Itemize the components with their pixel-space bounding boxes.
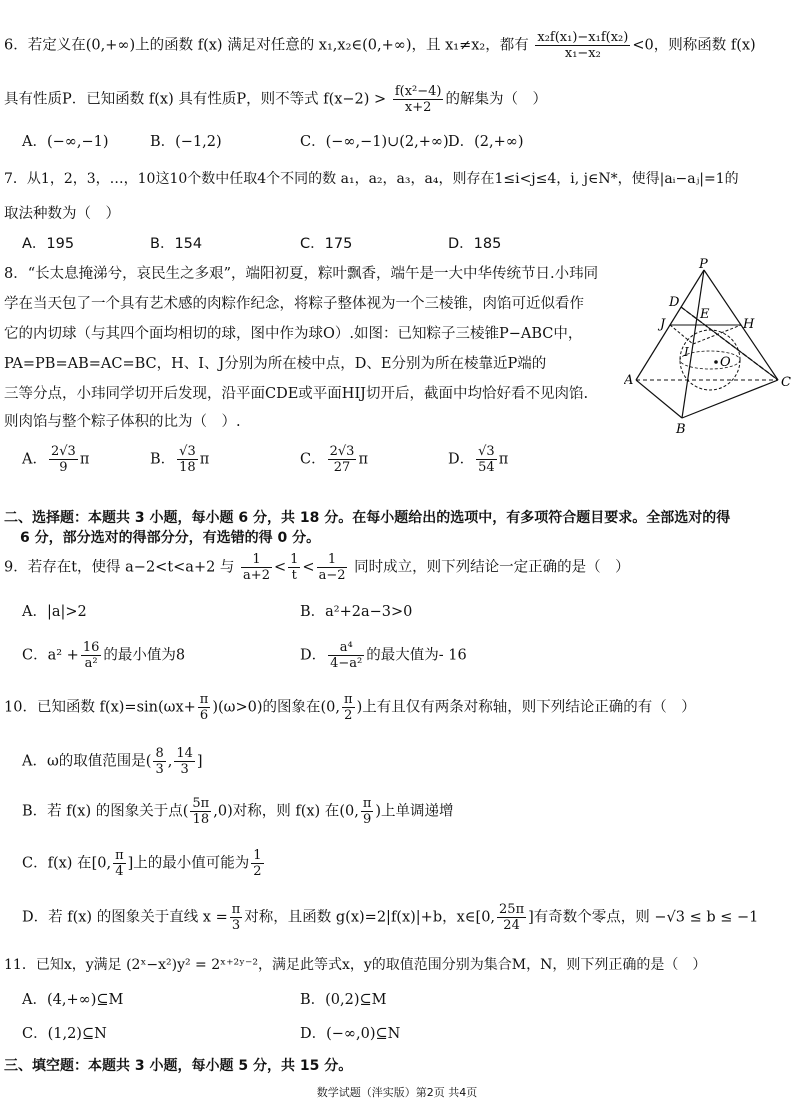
q6-line1: [4, 30, 788, 61]
q7-option-c[interactable]: C．175: [300, 236, 353, 252]
q6-frac-num: x₂f(x₁)−x₁f(x₂): [537, 30, 629, 45]
q10-stem: [4, 692, 788, 723]
label-b: B: [676, 422, 686, 437]
label-h: H: [743, 317, 755, 332]
q10-option-c-frac1: [113, 848, 126, 879]
q8-option-c-frac: [328, 444, 357, 475]
q9-option-c-b: 的最小值为8: [103, 647, 186, 664]
q8-option-d-letter: D．: [448, 451, 475, 468]
q9-option-a[interactable]: A．|a|>2: [22, 604, 87, 620]
q8-option-c-letter: C．: [300, 451, 326, 468]
section3-header: 三、填空题：本题共 3 小题，每小题 5 分，共 15 分。: [4, 1058, 353, 1074]
q8-line1: 8．“长太息掩涕兮，哀民生之多艰”，端阳初夏，粽叶飘香，端午是一大中华传统节日.小玮同: [4, 266, 599, 282]
q10-option-c-b: 上的最小值可能为: [133, 855, 250, 872]
q11-option-b[interactable]: B．(0,2)⊆M: [300, 992, 387, 1008]
q8-option-d-pi: π: [498, 451, 509, 468]
q10-pi2-num: π: [344, 692, 353, 707]
label-o: O: [720, 355, 731, 370]
q10-text-a: 10．已知函数 f(x)=sin(ωx+: [4, 699, 196, 716]
q6-frac2-num: f(x²−4): [394, 84, 442, 99]
label-a: A: [624, 373, 634, 388]
q8-option-b-num: √3: [179, 444, 196, 459]
q9-option-d-b: 的最大值为- 16: [366, 647, 467, 664]
q10-a-d2: 3: [180, 762, 189, 777]
q8-option-a[interactable]: [22, 444, 89, 475]
q10-a-n1: 8: [155, 746, 164, 761]
q6-interval: (0,+∞): [85, 37, 136, 54]
q10-option-d-a: D．若 f(x) 的图象关于直线 x =: [22, 909, 228, 926]
q10-d-n1: π: [231, 902, 241, 917]
label-c: C: [781, 375, 791, 390]
q9-option-c-frac: [81, 640, 102, 671]
q10-int-a: (0,: [320, 699, 341, 716]
q10-frac-pi2: [342, 692, 355, 723]
q10-a-d1: 3: [155, 762, 164, 777]
q8-line2: 学在当天包了一个具有艺术感的肉粽作纪念，将粽子整体视为一个三棱锥，肉馅可近似看作: [4, 296, 584, 312]
q10-option-a-frac1: [153, 746, 165, 777]
q7-line2: 取法种数为（ ）: [4, 206, 120, 222]
q10-option-b-frac2: [361, 796, 374, 827]
q8-line6: 则肉馅与整个粽子体积的比为（ ）.: [4, 414, 241, 430]
q10-option-b[interactable]: B．若 f(x) 的图象关于点( $\frac{5\pi}{18}$ ,0)对称，则 f(x) 在(0, $\frac{\pi}{9}$ )上单调递增: [22, 796, 454, 827]
q9-frac2: [288, 552, 300, 583]
q8-option-a-num: 2√3: [50, 444, 76, 459]
q8-option-c-num: 2√3: [329, 444, 355, 459]
q9-frac3: [317, 552, 348, 583]
q9-lt2: <: [302, 559, 315, 576]
q6-option-b[interactable]: B．(−1,2): [150, 134, 222, 150]
q8-option-b-frac: [177, 444, 198, 475]
q10-c-d1: 4: [115, 864, 124, 879]
q10-b-d2: 9: [362, 812, 372, 827]
edge-ab: [636, 380, 682, 418]
q9-option-d-num: a⁴: [328, 640, 364, 656]
q9-option-b[interactable]: B．a²+2a−3>0: [300, 604, 413, 620]
q9-text-a: 9．若存在t，使得 a−2<t<a+2 与: [4, 559, 235, 576]
q6-text-c: <0，则称函数 f(x): [632, 37, 756, 54]
q9-frac3-num: 1: [317, 552, 348, 568]
q8-line4: PA=PB=AB=AC=BC，H、I、J分别为所在棱中点，D、E分别为所在棱靠近P端的: [4, 356, 547, 372]
q9-frac2-num: 1: [290, 552, 299, 567]
q6-line2-b: 的解集为（ ）: [445, 91, 547, 108]
q9-option-c-den: a²: [84, 656, 98, 671]
q10-pi6-num: π: [199, 692, 209, 707]
q10-b-n2: π: [362, 796, 372, 811]
q10-b-d1: 18: [192, 812, 210, 827]
q11-option-d[interactable]: D．(−∞,0)⊆N: [300, 1026, 401, 1042]
q8-line3: 它的内切球（与其四个面均相切的球，图中作为球O）.如图：已知粽子三棱锥P−ABC中，: [4, 326, 583, 342]
q6-frac-den: x₁−x₂: [564, 46, 601, 61]
q6-fraction2: [393, 84, 444, 115]
q10-d-d2: 24: [503, 918, 520, 933]
q9-frac1-den: a+2: [243, 568, 270, 583]
line-ih: [693, 325, 741, 344]
q10-b-n1: 5π: [192, 796, 210, 811]
q8-option-d-den: 54: [478, 460, 495, 475]
q8-option-c[interactable]: [300, 444, 368, 475]
q7-line1: 7．从1，2，3，…，10这10个数中任取4个不同的数 a₁，a₂，a₃，a₄，则存在1≤i<j≤4，i, j∈N*，使得|aᵢ−aⱼ|=1的: [4, 171, 739, 187]
q6-option-d[interactable]: D．(2,+∞): [448, 134, 524, 150]
q10-option-b-a: B．若 f(x) 的图象关于点: [22, 803, 183, 820]
q6-option-c[interactable]: C．(−∞,−1)∪(2,+∞): [300, 134, 449, 150]
q9-option-c-num: 16: [82, 640, 100, 655]
q10-option-b-c: 上单调递增: [381, 803, 454, 820]
q9-frac1: [241, 552, 272, 583]
section2-line1: 二、选择题：本题共 3 小题，每小题 6 分，共 18 分。在每小题给出的选项中，有多项符合题目要求。全部选对的得: [4, 510, 731, 526]
q7-option-a[interactable]: A．195: [22, 236, 75, 252]
q10-option-d[interactable]: D．若 f(x) 的图象关于直线 x = $\frac{\pi}{3}$ 对称，且函数 g(x)=2|f(x)|+b，x∈[0, $\frac{25\pi}{24}$ ]有奇数个零点，则 −√3 ≤ b ≤ −1: [22, 902, 759, 933]
line-ji: [670, 325, 693, 344]
q9-frac3-den: a−2: [318, 568, 346, 583]
q6-line2-a: 具有性质P．已知函数 f(x) 具有性质P，则不等式 f(x−2) >: [4, 91, 387, 108]
q11-option-c[interactable]: C．(1,2)⊆N: [22, 1026, 107, 1042]
q6-text-b: 上的函数 f(x) 满足对任意的 x₁,x₂∈(0,+∞)，且 x₁≠x₂，都有: [135, 37, 529, 54]
q8-line5: 三等分点，小玮同学切开后发现，沿平面CDE或平面HIJ切开后，截面中均恰好看不见肉馅.: [4, 386, 589, 402]
q9-option-d-frac: [328, 640, 364, 671]
q10-d-d1: 3: [231, 918, 241, 933]
q10-pi6-den: 6: [199, 708, 209, 723]
q10-option-b-frac1: [190, 796, 211, 827]
q10-option-c[interactable]: C．f(x) 在[0, $\frac{\pi}{4}$ ]上的最小值可能为 $\frac{1}{2}$: [22, 848, 262, 879]
line-de: [681, 307, 697, 319]
q8-option-b[interactable]: [150, 444, 209, 475]
q9-option-d[interactable]: [300, 640, 467, 671]
label-d: D: [669, 295, 680, 310]
q9-option-c-a: C．a² +: [22, 647, 79, 664]
q8-option-b-letter: B．: [150, 451, 176, 468]
q7-option-d[interactable]: D．185: [448, 236, 502, 252]
q11-option-a[interactable]: A．(4,+∞)⊆M: [22, 992, 124, 1008]
q10-option-d-frac2: [497, 902, 526, 933]
q6-frac2-den: x+2: [404, 100, 432, 115]
section2-header: [4, 508, 788, 549]
q9-text-b: 同时成立，则下列结论一定正确的是（ ）: [354, 559, 630, 576]
q9-lt1: <: [273, 559, 287, 576]
q10-option-d-c: 有奇数个零点，则 −√3 ≤ b ≤ −1: [533, 909, 759, 926]
q6-text-a: 6．若定义在: [4, 37, 86, 54]
q9-option-d-den: 4−a²: [330, 656, 363, 671]
section2-line2: 6 分，部分选对的得部分分，有选错的得 0 分。: [20, 530, 321, 547]
q10-frac-pi6: [198, 692, 211, 723]
q10-c-n2: 1: [253, 848, 262, 863]
q6-line2: [4, 84, 788, 115]
inscribed-sphere: [680, 330, 740, 390]
q10-option-c-a: C．f(x) 在: [22, 855, 92, 872]
q10-text-c: 上有且仅有两条对称轴，则下列结论正确的有（ ）: [362, 699, 696, 716]
q10-option-a-frac2: [174, 746, 195, 777]
q10-option-b-b: 对称，则 f(x) 在: [232, 803, 340, 820]
center-o-dot: [714, 360, 718, 364]
label-i: I: [684, 345, 689, 359]
q10-option-c-frac2: [251, 848, 263, 879]
q10-option-d-b: 对称，且函数 g(x)=2|f(x)|+b，x∈: [244, 909, 476, 926]
q10-option-d-frac1: [230, 902, 243, 933]
q9-frac2-den: t: [291, 568, 297, 583]
q8-option-c-pi: π: [358, 451, 368, 468]
q8-option-a-pi: π: [79, 451, 90, 468]
q8-option-c-den: 27: [333, 460, 351, 475]
label-p: P: [699, 258, 708, 272]
q10-d-n2: 25π: [499, 902, 525, 917]
q8-option-a-den: 9: [59, 460, 68, 475]
pyramid-figure: [624, 258, 794, 438]
q8-option-a-letter: A．: [22, 451, 47, 468]
q9-option-d-a: D．: [300, 647, 327, 664]
label-j: J: [660, 317, 666, 332]
q8-option-d-frac: [476, 444, 497, 475]
page-footer: 数学试题（泮实版）第2页 共4页: [316, 1086, 478, 1099]
q6-option-a[interactable]: A．(−∞,−1): [22, 134, 109, 150]
sphere-equator: [680, 351, 740, 369]
q10-option-a[interactable]: A．ω的取值范围是( $\frac{8}{3}$ , $\frac{14}{3}$ ]: [22, 746, 203, 777]
q7-option-b[interactable]: B．154: [150, 236, 203, 252]
q8-option-b-den: 18: [179, 460, 196, 475]
q10-c-d2: 2: [253, 864, 262, 879]
q11-stem: 11．已知x，y满足 (2ˣ−x²)y² = 2ˣ⁺²ʸ⁻²，满足此等式x，y的取值范围分别为集合M，N，则下列正确的是（ ）: [4, 957, 707, 973]
q6-fraction: [535, 30, 630, 61]
label-e: E: [700, 307, 710, 322]
q10-a-n2: 14: [176, 746, 193, 761]
q10-int-b: ): [356, 699, 363, 716]
q9-option-c[interactable]: [22, 640, 185, 671]
q8-option-d[interactable]: [448, 444, 508, 475]
q8-option-d-num: √3: [478, 444, 495, 459]
q9-frac1-num: 1: [241, 552, 272, 568]
edge-bc: [682, 380, 778, 418]
q10-pi2-den: 2: [344, 708, 353, 723]
q10-option-a-text: A．ω的取值范围是: [22, 753, 146, 770]
q10-c-n1: π: [115, 848, 124, 863]
q8-option-a-frac: [49, 444, 78, 475]
q9-stem: [4, 552, 788, 583]
q10-text-b: )(ω>0)的图象在: [212, 699, 321, 716]
q8-option-b-pi: π: [199, 451, 210, 468]
